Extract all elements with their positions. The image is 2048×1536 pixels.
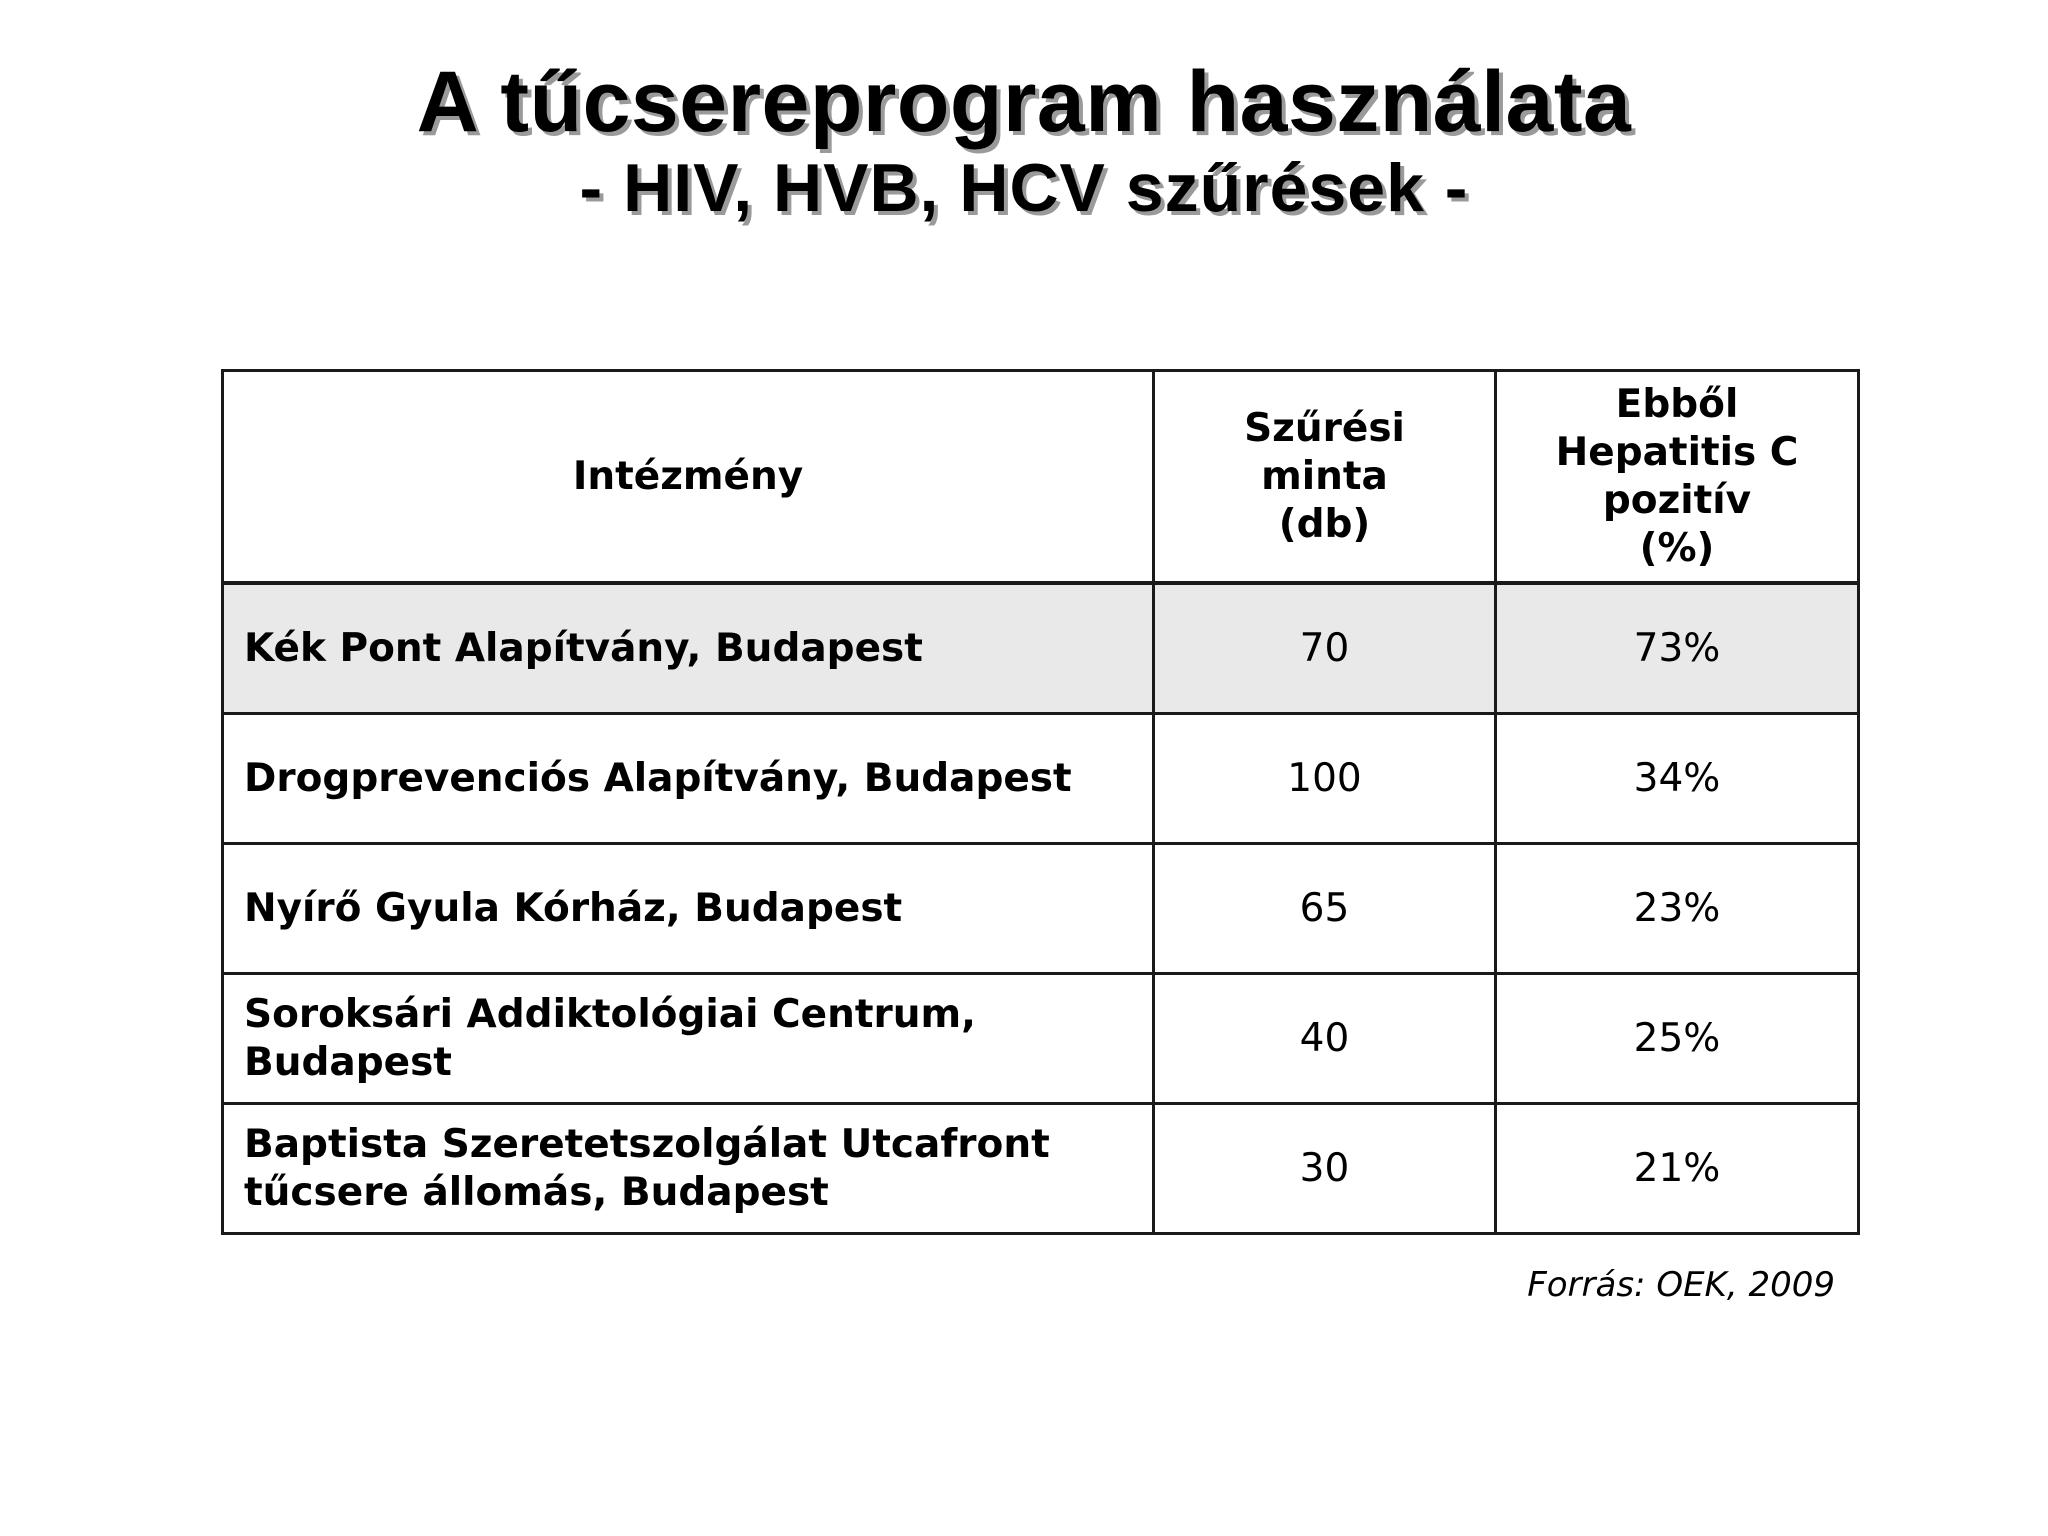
source-note: Forrás: OEK, 2009 <box>1527 1265 1835 1305</box>
table-row <box>223 844 1859 974</box>
header-sample-line: (db) <box>1278 501 1371 547</box>
table-row <box>223 974 1859 1104</box>
header-sample-count <box>1154 371 1496 584</box>
hcv-positive-cell: 34% <box>1496 714 1859 844</box>
table-header-row <box>223 371 1859 584</box>
institution-cell: Nyírő Gyula Kórház, Budapest <box>223 844 1154 974</box>
institution-cell: Drogprevenciós Alapítvány, Budapest <box>223 714 1154 844</box>
hcv-positive-cell: 21% <box>1496 1104 1859 1234</box>
page-subtitle: - HIV, HVB, HCV szűrések - <box>579 150 1469 226</box>
sample-count-cell: 30 <box>1154 1104 1496 1234</box>
table-row <box>223 1104 1859 1234</box>
institution-cell: Soroksári Addiktológiai Centrum, Budapest <box>223 974 1154 1104</box>
table-row <box>223 714 1859 844</box>
institution-cell: Kék Pont Alapítvány, Budapest <box>223 583 1154 714</box>
institution-cell: Baptista Szeretetszolgálat Utcafront tűcsere állomás, Budapest <box>223 1104 1154 1234</box>
header-positive-line: Ebből <box>1615 381 1739 427</box>
sample-count-cell: 70 <box>1154 583 1496 714</box>
header-positive-line: pozitív <box>1602 477 1752 523</box>
header-positive-line: Hepatitis C <box>1555 429 1799 475</box>
hcv-positive-cell: 73% <box>1496 583 1859 714</box>
sample-count-cell: 65 <box>1154 844 1496 974</box>
hcv-positive-cell: 23% <box>1496 844 1859 974</box>
header-institution: Intézmény <box>223 371 1154 584</box>
hcv-positive-cell: 25% <box>1496 974 1859 1104</box>
header-positive-line: (%) <box>1639 525 1715 571</box>
table-row <box>223 583 1859 714</box>
sample-count-cell: 100 <box>1154 714 1496 844</box>
header-hcv-positive <box>1496 371 1859 584</box>
header-sample-line: minta <box>1261 453 1388 499</box>
screening-table <box>221 369 1860 1235</box>
page-title: A tűcsereprogram használata <box>416 54 1632 150</box>
sample-count-cell: 40 <box>1154 974 1496 1104</box>
header-sample-line: Szűrési <box>1244 405 1405 451</box>
